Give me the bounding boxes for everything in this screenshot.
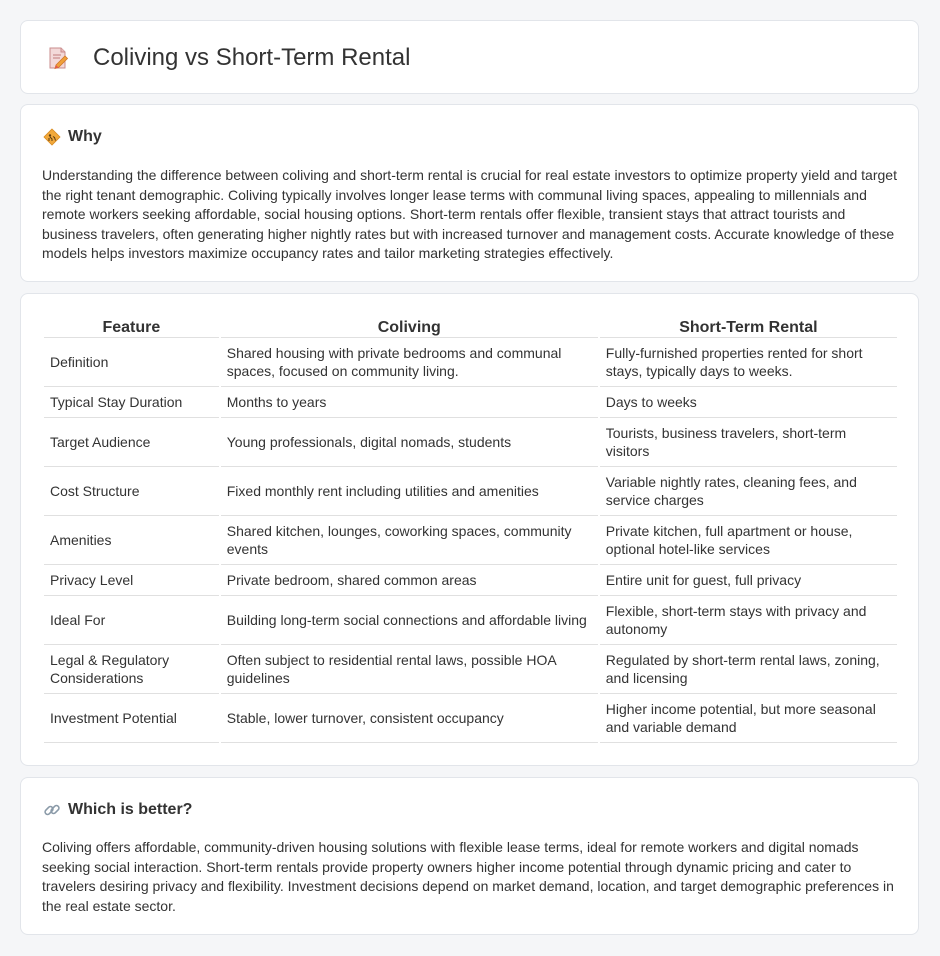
table-row bbox=[44, 694, 897, 743]
comparison-section bbox=[20, 293, 919, 766]
header-coliving: Coliving bbox=[221, 316, 598, 338]
comparison-table bbox=[42, 316, 899, 743]
coliving-cell: Shared kitchen, lounges, coworking spaces, community events bbox=[221, 516, 598, 565]
which-is-better-section bbox=[20, 777, 919, 935]
link-icon bbox=[43, 801, 61, 819]
header-feature: Feature bbox=[44, 316, 219, 338]
document-pencil-icon bbox=[47, 46, 69, 70]
feature-cell: Privacy Level bbox=[44, 565, 219, 596]
feature-cell: Typical Stay Duration bbox=[44, 387, 219, 418]
why-heading: Why bbox=[68, 128, 102, 145]
why-text: Understanding the difference between coliving and short-term rental is crucial for real estate investors to optimize property yield and target the right tenant demographic. Coliving typically involves longer lease terms with communal living spaces, appealing to millennials and remote workers seeking affordable, social housing options. Short-term rentals offer flexible, transient stays that attract tourists and business travelers, often generating higher nightly rates but with increased turnover and management costs. Accurate knowledge of these models helps investors maximize occupancy rates and tailor marketing strategies effectively. bbox=[42, 167, 897, 262]
road-sign-icon bbox=[43, 128, 61, 146]
feature-cell: Target Audience bbox=[44, 418, 219, 467]
table-row bbox=[44, 387, 897, 418]
feature-cell: Cost Structure bbox=[44, 467, 219, 516]
coliving-cell: Months to years bbox=[221, 387, 598, 418]
short-term-rental-cell: Entire unit for guest, full privacy bbox=[600, 565, 897, 596]
coliving-cell: Stable, lower turnover, consistent occupancy bbox=[221, 694, 598, 743]
table-row bbox=[44, 645, 897, 694]
page-title: Coliving vs Short-Term Rental bbox=[93, 44, 411, 71]
feature-cell: Ideal For bbox=[44, 596, 219, 645]
why-header bbox=[43, 127, 102, 147]
coliving-cell: Private bedroom, shared common areas bbox=[221, 565, 598, 596]
feature-cell: Amenities bbox=[44, 516, 219, 565]
feature-cell: Legal & Regulatory Considerations bbox=[44, 645, 219, 694]
header-short-term-rental: Short-Term Rental bbox=[600, 316, 897, 338]
short-term-rental-cell: Tourists, business travelers, short-term visitors bbox=[600, 418, 897, 467]
coliving-cell: Young professionals, digital nomads, students bbox=[221, 418, 598, 467]
better-header bbox=[43, 800, 192, 820]
short-term-rental-cell: Private kitchen, full apartment or house, optional hotel-like services bbox=[600, 516, 897, 565]
coliving-cell: Fixed monthly rent including utilities and amenities bbox=[221, 467, 598, 516]
why-section bbox=[20, 104, 919, 282]
better-heading: Which is better? bbox=[68, 801, 193, 818]
short-term-rental-cell: Fully-furnished properties rented for short stays, typically days to weeks. bbox=[600, 338, 897, 387]
short-term-rental-cell: Higher income potential, but more seasonal and variable demand bbox=[600, 694, 897, 743]
title-card bbox=[20, 20, 919, 94]
table-row bbox=[44, 338, 897, 387]
short-term-rental-cell: Variable nightly rates, cleaning fees, and service charges bbox=[600, 467, 897, 516]
table-row bbox=[44, 596, 897, 645]
short-term-rental-cell: Flexible, short-term stays with privacy and autonomy bbox=[600, 596, 897, 645]
table-row bbox=[44, 565, 897, 596]
feature-cell: Definition bbox=[44, 338, 219, 387]
feature-cell: Investment Potential bbox=[44, 694, 219, 743]
table-header-row bbox=[44, 316, 897, 338]
short-term-rental-cell: Regulated by short-term rental laws, zoning, and licensing bbox=[600, 645, 897, 694]
short-term-rental-cell: Days to weeks bbox=[600, 387, 897, 418]
coliving-cell: Shared housing with private bedrooms and communal spaces, focused on community living. bbox=[221, 338, 598, 387]
better-text: Coliving offers affordable, community-driven housing solutions with flexible lease terms, ideal for remote workers and digital nomads seeking social interaction. Short-term rentals provide property owners higher income potential through dynamic pricing and cater to travelers desiring privacy and flexibility. Investment decisions depend on market demand, location, and target demographic preferences in the real estate sector. bbox=[42, 839, 894, 914]
coliving-cell: Often subject to residential rental laws, possible HOA guidelines bbox=[221, 645, 598, 694]
table-row bbox=[44, 418, 897, 467]
table-row bbox=[44, 516, 897, 565]
table-row bbox=[44, 467, 897, 516]
coliving-cell: Building long-term social connections and affordable living bbox=[221, 596, 598, 645]
